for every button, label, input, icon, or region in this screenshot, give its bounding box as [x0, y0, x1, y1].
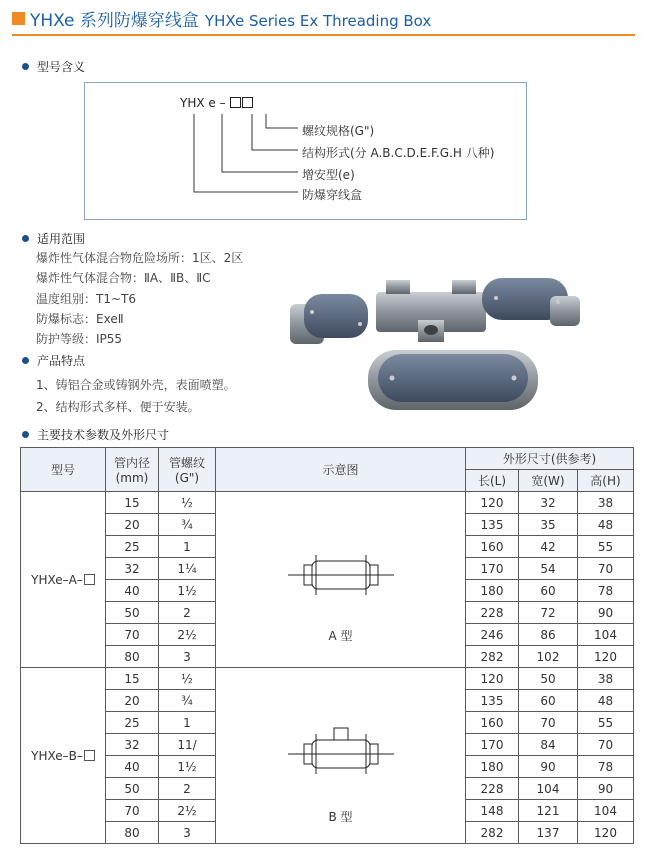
length-cell: 246	[466, 624, 519, 646]
model-heading: 型号含义	[22, 58, 85, 75]
width-cell: 54	[519, 558, 578, 580]
features-heading: 产品特点	[22, 352, 85, 369]
inner-dia-cell: 25	[106, 536, 159, 558]
thread-cell: 1¼	[159, 558, 216, 580]
length-cell: 160	[466, 712, 519, 734]
model-line-box: 防爆穿线盒	[302, 188, 363, 202]
height-cell: 90	[578, 602, 634, 624]
col-thread: 管螺纹 (G")	[159, 448, 216, 492]
inner-dia-cell: 70	[106, 624, 159, 646]
width-cell: 104	[519, 778, 578, 800]
table-row	[21, 492, 634, 514]
height-cell: 55	[578, 712, 634, 734]
length-cell: 148	[466, 800, 519, 822]
title-english: YHXe Series Ex Threading Box	[204, 12, 432, 30]
inner-dia-cell: 50	[106, 602, 159, 624]
title-divider	[12, 34, 635, 36]
length-cell: 135	[466, 514, 519, 536]
thread-cell: 11/	[159, 734, 216, 756]
thread-cell: ½	[159, 492, 216, 514]
height-cell: 120	[578, 646, 634, 668]
height-cell: 55	[578, 536, 634, 558]
placeholder-box	[84, 574, 95, 585]
length-cell: 120	[466, 492, 519, 514]
application-item: 防爆标志：ExeⅡ	[36, 312, 124, 326]
thread-cell: 3	[159, 822, 216, 844]
width-cell: 86	[519, 624, 578, 646]
thread-cell: ½	[159, 668, 216, 690]
diagram-cell	[216, 492, 466, 668]
placeholder-box-1	[230, 97, 241, 108]
length-cell: 228	[466, 778, 519, 800]
thread-cell: 1½	[159, 580, 216, 602]
width-cell: 50	[519, 668, 578, 690]
bullet-icon	[22, 235, 29, 242]
placeholder-box-2	[242, 97, 253, 108]
thread-cell: 2	[159, 602, 216, 624]
length-cell: 228	[466, 602, 519, 624]
model-line-thread: 螺纹规格(G")	[302, 124, 375, 138]
application-item: 爆炸性气体混合物危险场所：1区、2区	[36, 251, 244, 265]
elbow-box-right	[482, 278, 580, 326]
model-cell: YHXe–B–	[21, 668, 106, 844]
diagram-label: B 型	[328, 810, 353, 824]
height-cell: 70	[578, 734, 634, 756]
col-width: 宽(W)	[519, 470, 578, 492]
col-length: 长(L)	[466, 470, 519, 492]
title-marker	[12, 12, 25, 25]
bullet-icon	[22, 63, 29, 70]
height-cell: 104	[578, 624, 634, 646]
height-cell: 78	[578, 756, 634, 778]
oval-box-front	[368, 350, 538, 410]
table-row	[21, 668, 634, 690]
width-cell: 60	[519, 690, 578, 712]
length-cell: 180	[466, 580, 519, 602]
thread-cell: 1	[159, 712, 216, 734]
length-cell: 160	[466, 536, 519, 558]
height-cell: 48	[578, 690, 634, 712]
thread-cell: 3	[159, 646, 216, 668]
page-title	[30, 6, 431, 31]
model-line-structure: 结构形式(分 A.B.C.D.E.F.G.H 八种)	[302, 146, 495, 160]
thread-cell: ¾	[159, 514, 216, 536]
width-cell: 70	[519, 712, 578, 734]
inner-dia-cell: 32	[106, 734, 159, 756]
application-heading: 适用范围	[22, 230, 85, 247]
diagram-label: A 型	[328, 629, 353, 643]
width-cell: 137	[519, 822, 578, 844]
inner-dia-cell: 40	[106, 756, 159, 778]
height-cell: 38	[578, 668, 634, 690]
col-dims: 外形尺寸(供参考)	[466, 448, 634, 470]
thread-cell: ¾	[159, 690, 216, 712]
width-cell: 42	[519, 536, 578, 558]
product-photo	[282, 268, 592, 416]
col-diagram: 示意图	[216, 448, 466, 492]
title-chinese: YHXe 系列防爆穿线盒	[30, 11, 199, 31]
thread-cell: 2	[159, 778, 216, 800]
schematic-a	[286, 549, 396, 601]
inner-dia-cell: 20	[106, 690, 159, 712]
schematic-b	[286, 720, 396, 782]
thread-cell: 2½	[159, 624, 216, 646]
length-cell: 135	[466, 690, 519, 712]
t-box-center	[376, 280, 486, 342]
height-cell: 104	[578, 800, 634, 822]
col-model: 型号	[21, 448, 106, 492]
bullet-icon	[22, 431, 29, 438]
width-cell: 35	[519, 514, 578, 536]
model-code: YHX e –	[180, 96, 253, 110]
height-cell: 38	[578, 492, 634, 514]
inner-dia-cell: 25	[106, 712, 159, 734]
placeholder-box	[84, 750, 95, 761]
inner-dia-cell: 40	[106, 580, 159, 602]
feature-item: 1、铸铝合金或铸钢外壳，表面喷塑。	[36, 378, 236, 392]
width-cell: 72	[519, 602, 578, 624]
thread-cell: 1½	[159, 756, 216, 778]
spec-table	[20, 447, 634, 844]
application-item: 爆炸性气体混合物：ⅡA、ⅡB、ⅡC	[36, 271, 211, 285]
length-cell: 170	[466, 558, 519, 580]
bullet-icon	[22, 357, 29, 364]
length-cell: 120	[466, 668, 519, 690]
application-item: 温度组别：T1~T6	[36, 292, 136, 306]
model-cell: YHXe–A–	[21, 492, 106, 668]
col-inner-dia: 管内径 (mm)	[106, 448, 159, 492]
inner-dia-cell: 80	[106, 646, 159, 668]
col-height: 高(H)	[578, 470, 634, 492]
height-cell: 120	[578, 822, 634, 844]
params-heading: 主要技术参数及外形尺寸	[22, 426, 169, 443]
length-cell: 282	[466, 822, 519, 844]
thread-cell: 1	[159, 536, 216, 558]
length-cell: 170	[466, 734, 519, 756]
height-cell: 78	[578, 580, 634, 602]
elbow-box-left	[290, 294, 368, 344]
model-leader-lines	[180, 108, 310, 198]
length-cell: 282	[466, 646, 519, 668]
inner-dia-cell: 20	[106, 514, 159, 536]
diagram-cell	[216, 668, 466, 844]
width-cell: 84	[519, 734, 578, 756]
length-cell: 180	[466, 756, 519, 778]
height-cell: 90	[578, 778, 634, 800]
height-cell: 48	[578, 514, 634, 536]
width-cell: 90	[519, 756, 578, 778]
inner-dia-cell: 50	[106, 778, 159, 800]
width-cell: 121	[519, 800, 578, 822]
height-cell: 70	[578, 558, 634, 580]
inner-dia-cell: 80	[106, 822, 159, 844]
inner-dia-cell: 32	[106, 558, 159, 580]
application-item: 防护等级：IP55	[36, 332, 123, 346]
inner-dia-cell: 70	[106, 800, 159, 822]
thread-cell: 2½	[159, 800, 216, 822]
inner-dia-cell: 15	[106, 668, 159, 690]
width-cell: 102	[519, 646, 578, 668]
inner-dia-cell: 15	[106, 492, 159, 514]
width-cell: 60	[519, 580, 578, 602]
model-line-type: 增安型(e)	[302, 168, 355, 182]
width-cell: 32	[519, 492, 578, 514]
feature-item: 2、结构形式多样、便于安装。	[36, 400, 200, 414]
